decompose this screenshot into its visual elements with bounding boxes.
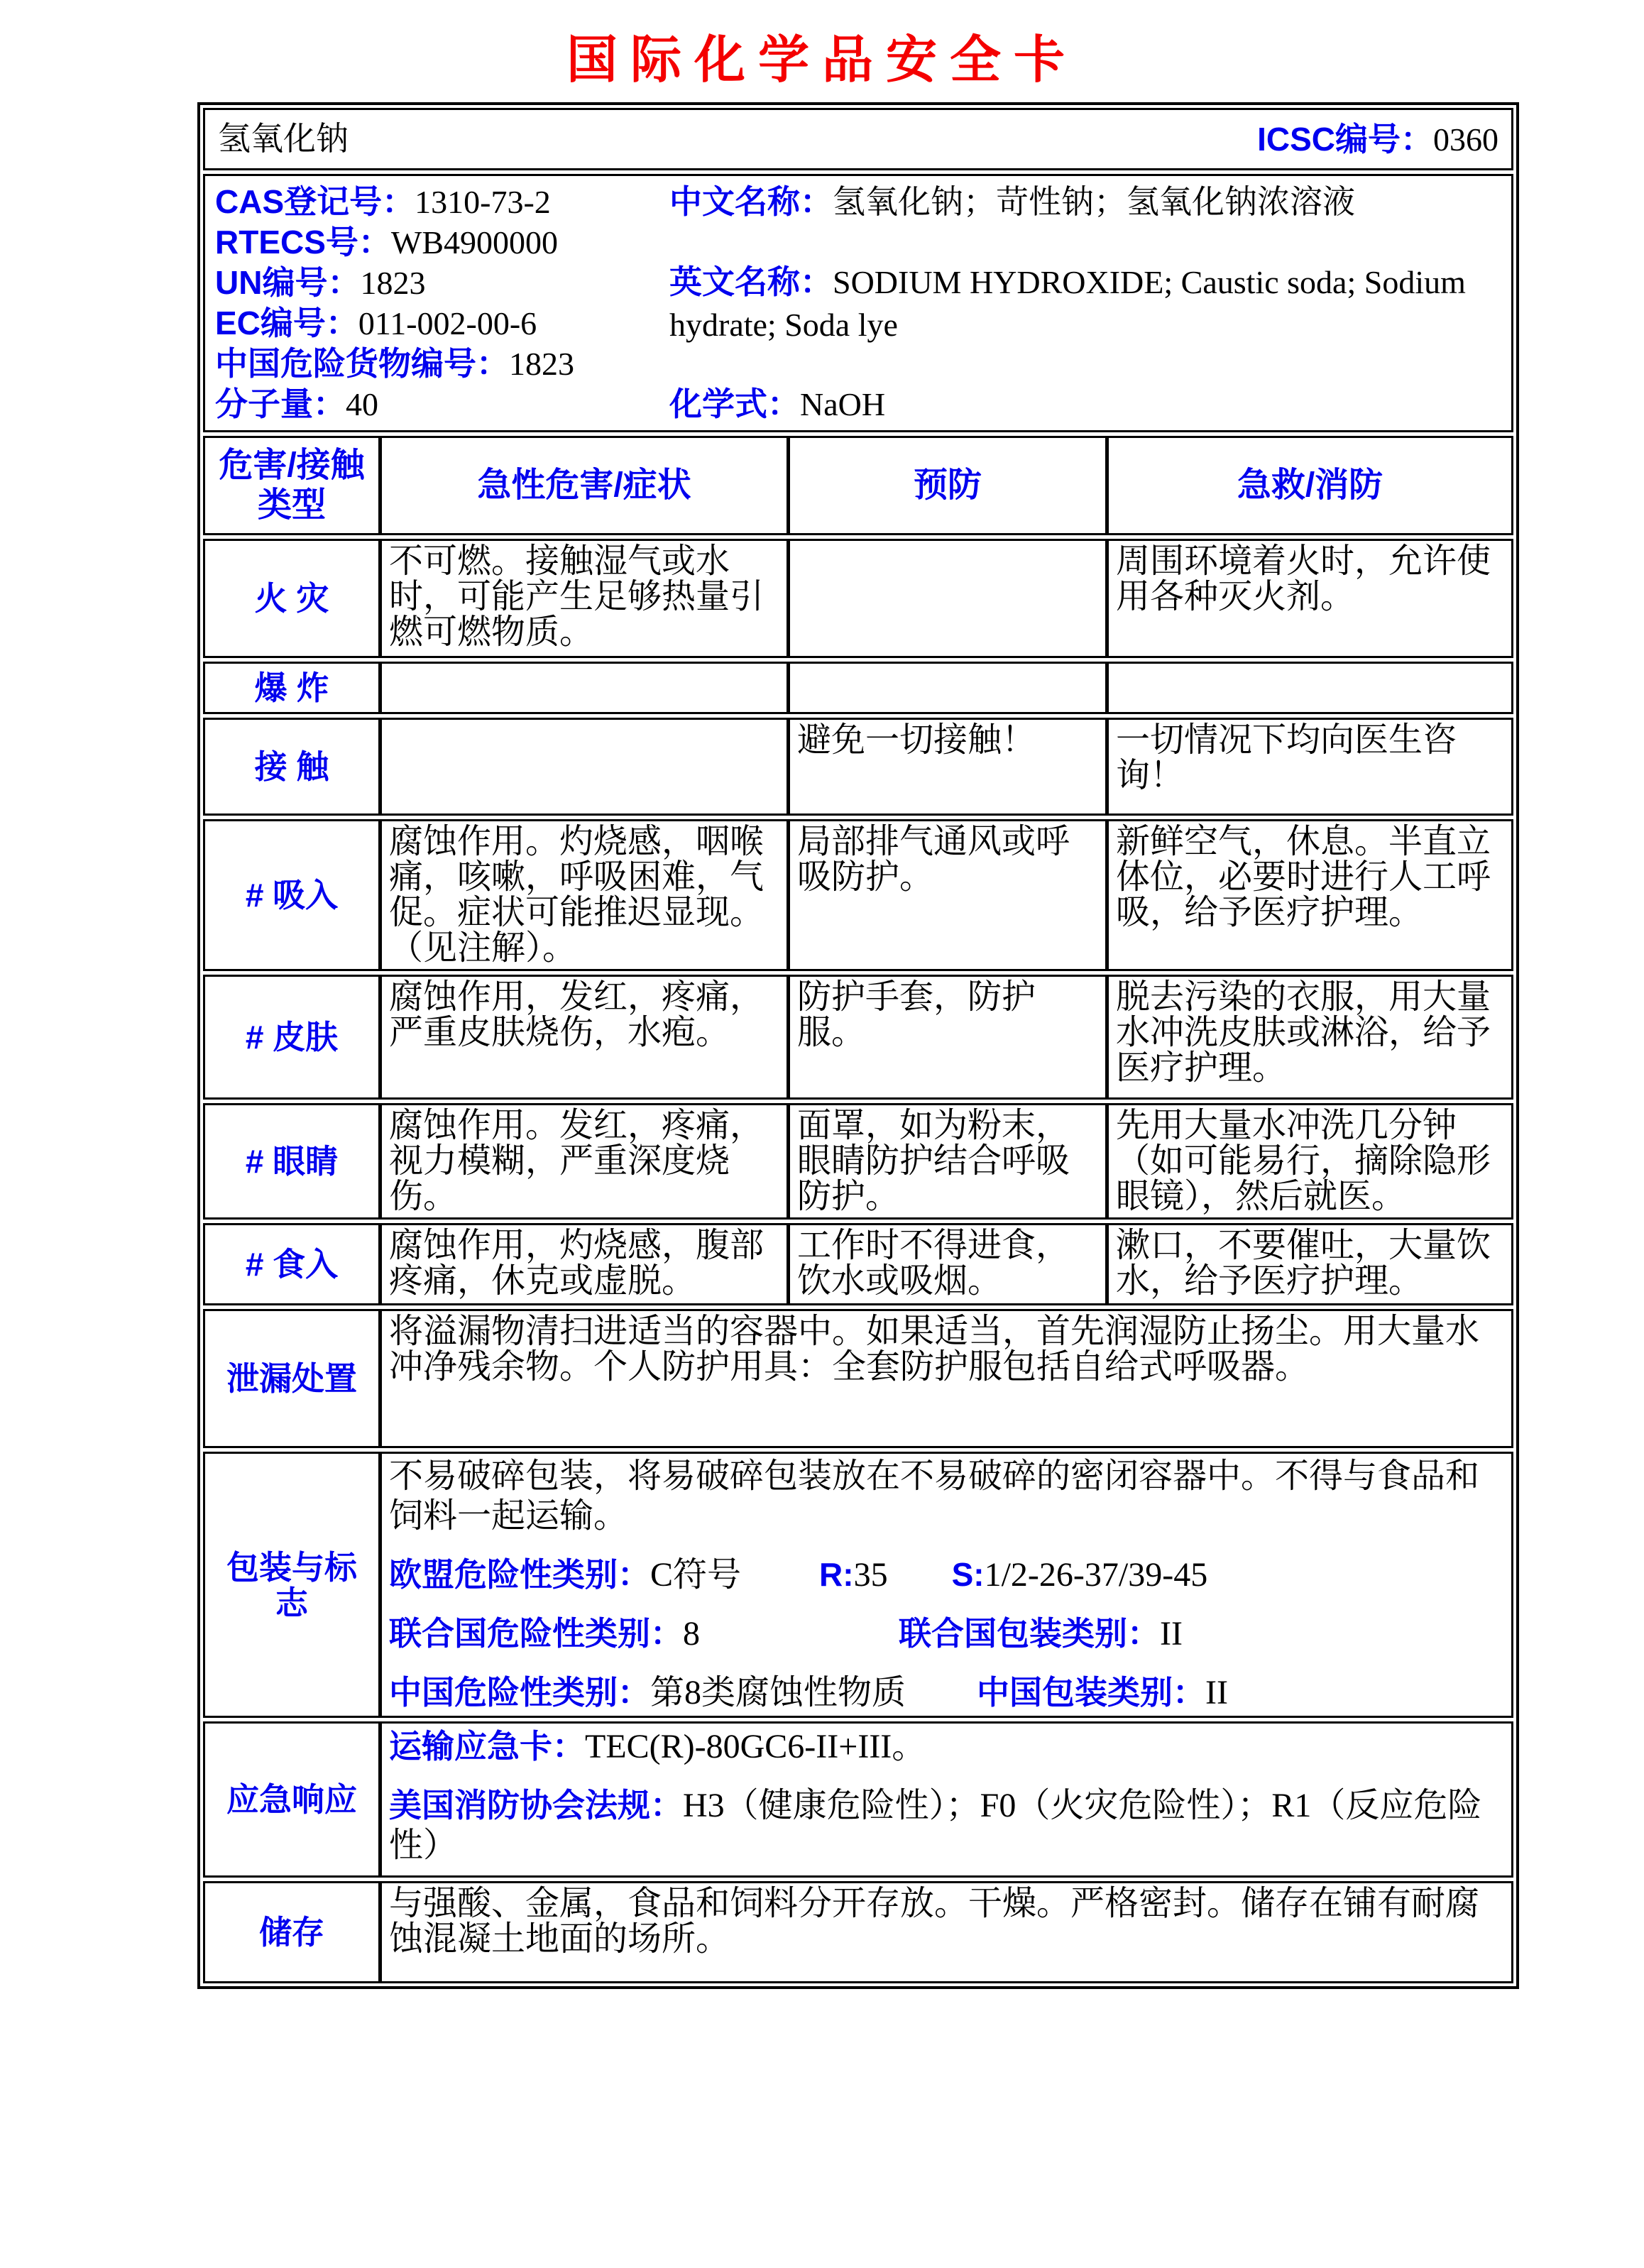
icsc-number-label: ICSC编号： bbox=[1257, 120, 1433, 158]
header-prevention: 预防 bbox=[787, 438, 1105, 533]
name-strip bbox=[205, 110, 1511, 168]
identifiers-block bbox=[205, 176, 1511, 430]
english-name: 英文名称：SODIUM HYDROXIDE; Caustic soda; Sodium hydrate; Soda lye bbox=[669, 263, 1466, 343]
row-label-ingestion: # 食入 bbox=[245, 1246, 339, 1283]
packaging-text: 不易破碎包装，将易破碎包装放在不易破碎的密闭容器中。不得与食品和饲料一起运输。 bbox=[389, 1457, 1480, 1535]
hazard-row-eyes bbox=[203, 1103, 1513, 1220]
eu-hazard-class-line: 欧盟危险性类别：C符号 R:35 S:1/2-26-37/39-45 bbox=[389, 1556, 1208, 1594]
ingestion-first-aid: 漱口，不要催吐，大量饮水，给予医疗护理。 bbox=[1105, 1225, 1511, 1303]
page-title: 国际化学品安全卡 bbox=[566, 32, 1078, 89]
china-dangerous-goods-number: 中国危险货物编号：1823 bbox=[215, 345, 574, 382]
storage-row bbox=[203, 1881, 1513, 1983]
un-number: UN编号：1823 bbox=[215, 264, 426, 301]
explosion-symptoms bbox=[378, 664, 787, 712]
cn-class-line: 中国危险性类别：第8类腐蚀性物质 中国包装类别：II bbox=[389, 1674, 1228, 1711]
hazard-row-fire bbox=[203, 539, 1513, 658]
fire-first-aid: 周围环境着火时，允许使用各种灭火剂。 bbox=[1105, 541, 1511, 656]
eyes-symptoms: 腐蚀作用。发红，疼痛，视力模糊，严重深度烧伤。 bbox=[378, 1105, 787, 1217]
inhalation-prevention: 局部排气通风或呼吸防护。 bbox=[787, 821, 1105, 969]
spill-disposal-row bbox=[203, 1309, 1513, 1448]
row-label-packaging: 包装与标志 bbox=[226, 1548, 357, 1621]
header-hazard-type: 危害/接触 类型 bbox=[219, 447, 365, 524]
hazard-row-inhalation bbox=[203, 819, 1513, 971]
inhalation-symptoms: 腐蚀作用。灼烧感，咽喉痛，咳嗽，呼吸困难，气促。症状可能推迟显现。（见注解）。 bbox=[378, 821, 787, 969]
hazard-table-header bbox=[203, 436, 1513, 535]
identifiers-right bbox=[669, 182, 1501, 424]
skin-symptoms: 腐蚀作用，发红，疼痛，严重皮肤烧伤，水疱。 bbox=[378, 977, 787, 1097]
ingestion-prevention: 工作时不得进食，饮水或吸烟。 bbox=[787, 1225, 1105, 1303]
molecular-weight: 分子量：40 bbox=[215, 385, 378, 422]
inhalation-first-aid: 新鲜空气，休息。半直立体位，必要时进行人工呼吸，给予医疗护理。 bbox=[1105, 821, 1511, 969]
emergency-response-row bbox=[203, 1721, 1513, 1878]
skin-first-aid: 脱去污染的衣服，用大量水冲洗皮肤或淋浴，给予医疗护理。 bbox=[1105, 977, 1511, 1097]
spill-disposal-text: 将溢漏物清扫进适当的容器中。如果适当，首先润湿防止扬尘。用大量水冲净残余物。个人防护用具：全套防护服包括自给式呼吸器。 bbox=[378, 1311, 1511, 1446]
row-label-inhalation: # 吸入 bbox=[245, 877, 339, 914]
tec-card-line: 运输应急卡：TEC(R)-80GC6-II+III。 bbox=[389, 1728, 926, 1765]
ingestion-symptoms: 腐蚀作用，灼烧感，腹部疼痛，休克或虚脱。 bbox=[378, 1225, 787, 1303]
substance-name: 氢氧化钠 bbox=[218, 121, 349, 157]
explosion-first-aid bbox=[1105, 664, 1511, 712]
row-label-emergency: 应急响应 bbox=[226, 1781, 357, 1818]
hazard-row-skin bbox=[203, 975, 1513, 1100]
header-first-aid: 急救/消防 bbox=[1105, 438, 1511, 533]
nfpa-line: 美国消防协会法规：H3（健康危险性）；F0（火灾危险性）；R1（反应危险性） bbox=[389, 1787, 1482, 1864]
explosion-prevention bbox=[787, 664, 1105, 712]
exposure-first-aid: 一切情况下均向医生咨询！ bbox=[1105, 720, 1511, 813]
rtecs-number: RTECS号：WB4900000 bbox=[215, 224, 559, 261]
packaging-content bbox=[378, 1454, 1511, 1716]
row-label-skin: # 皮肤 bbox=[245, 1019, 339, 1056]
chinese-name: 中文名称：氢氧化钠；苛性钠；氢氧化钠浓溶液 bbox=[669, 183, 1355, 220]
emergency-content bbox=[378, 1724, 1511, 1875]
cas-number: CAS登记号：1310-73-2 bbox=[215, 183, 551, 220]
name-strip-row bbox=[203, 108, 1513, 170]
row-label-storage: 储存 bbox=[259, 1914, 324, 1951]
hazard-row-explosion bbox=[203, 662, 1513, 714]
fire-symptoms: 不可燃。接触湿气或水时，可能产生足够热量引燃可燃物质。 bbox=[378, 541, 787, 656]
fire-prevention bbox=[787, 541, 1105, 656]
icsc-number-value: 0360 bbox=[1433, 121, 1498, 158]
ec-number: EC编号：011-002-00-6 bbox=[215, 305, 537, 341]
un-class-line: 联合国危险性类别：8 联合国包装类别：II bbox=[389, 1615, 1183, 1653]
packaging-row bbox=[203, 1452, 1513, 1718]
icsc-number bbox=[1257, 121, 1498, 158]
eyes-prevention: 面罩，如为粉末，眼睛防护结合呼吸防护。 bbox=[787, 1105, 1105, 1217]
header-acute-hazards: 急性危害/症状 bbox=[378, 438, 787, 533]
chemical-formula: 化学式：NaOH bbox=[669, 385, 886, 422]
row-label-eyes: # 眼睛 bbox=[245, 1143, 339, 1180]
safety-card bbox=[197, 102, 1519, 1989]
row-label-exposure: 接 触 bbox=[254, 748, 329, 785]
identifiers-left bbox=[215, 182, 669, 424]
row-label-fire: 火 灾 bbox=[254, 580, 329, 617]
hazard-row-exposure bbox=[203, 718, 1513, 816]
storage-text: 与强酸、金属，食品和饲料分开存放。干燥。严格密封。储存在铺有耐腐蚀混凝土地面的场所。 bbox=[378, 1883, 1511, 1981]
exposure-prevention: 避免一切接触！ bbox=[787, 720, 1105, 813]
row-label-spill-disposal: 泄漏处置 bbox=[226, 1360, 357, 1397]
row-label-explosion: 爆 炸 bbox=[254, 669, 329, 706]
eyes-first-aid: 先用大量水冲洗几分钟（如可能易行，摘除隐形眼镜），然后就医。 bbox=[1105, 1105, 1511, 1217]
exposure-symptoms bbox=[378, 720, 787, 813]
hazard-row-ingestion bbox=[203, 1223, 1513, 1305]
skin-prevention: 防护手套，防护服。 bbox=[787, 977, 1105, 1097]
identifiers-row bbox=[203, 174, 1513, 432]
